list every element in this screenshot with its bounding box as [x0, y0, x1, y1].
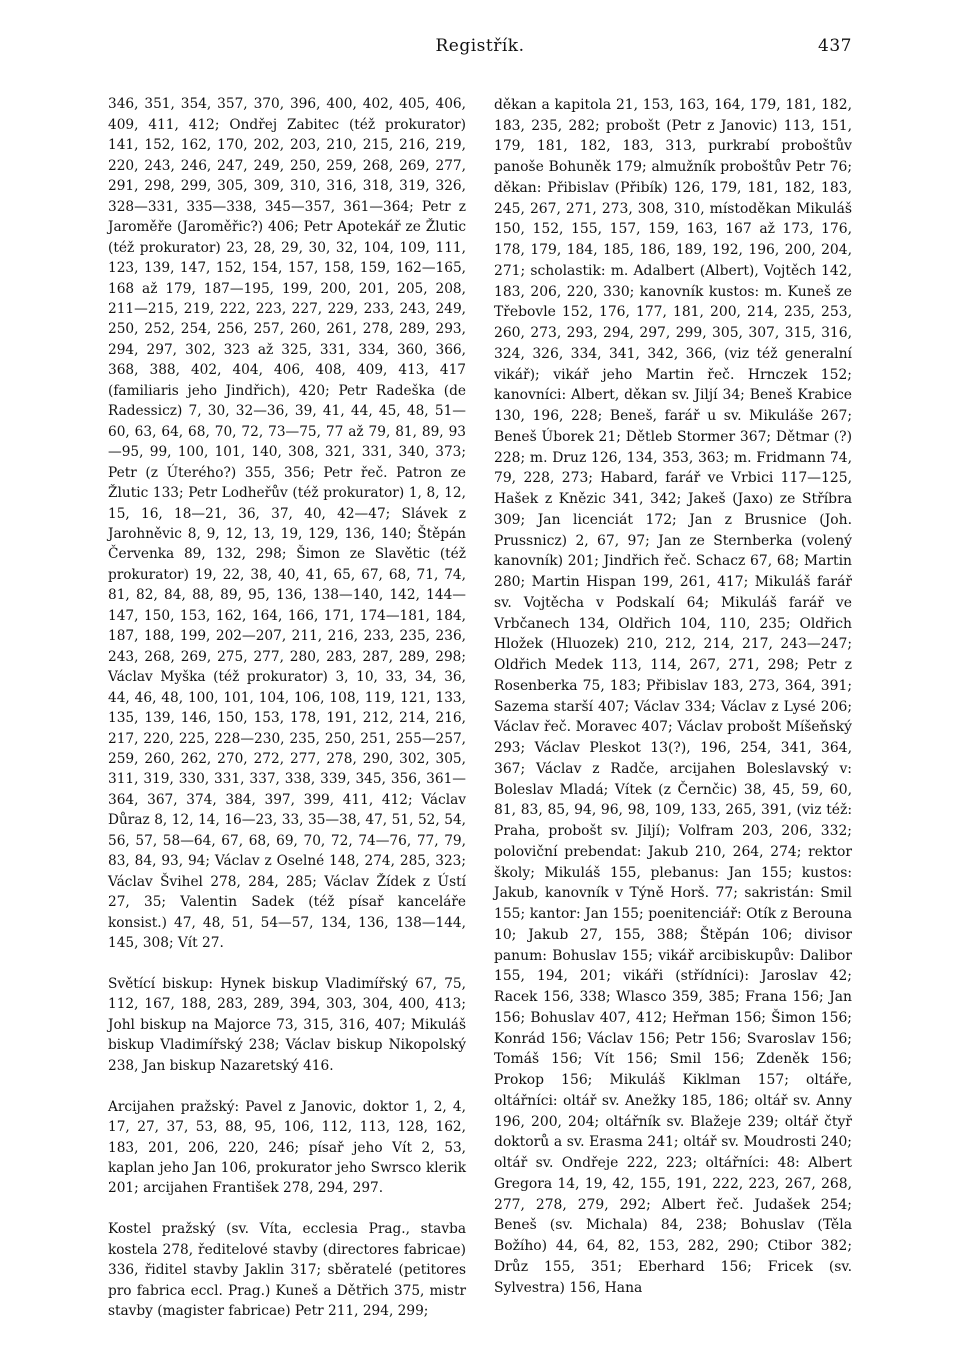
- index-paragraph: Světící biskup: Hynek biskup Vladimířský 67, 75, 112, 167, 188, 283, 289, 394, 303, 304, 400, 413; Johl biskup na Majorce 73, 315, 316, 407; Mikuláš biskup Vladimířský 238; Václav biskup Nikopolský 238, Jan biskup Nazaretský 416.: [108, 975, 466, 1074]
- index-paragraph: Arcijahen pražský: Pavel z Janovic, doktor 1, 2, 4, 17, 27, 37, 53, 88, 95, 106, 112, 113, 128, 162, 183, 201, 206, 220, 246; písař jeho Vít 2, 53, kaplan jeho Jan 106, prokurator jeho Swrsco klerik 201; arcijahen František 278, 294, 297.: [108, 1098, 466, 1197]
- index-paragraph: Kostel pražský (sv. Víta, ecclesia Prag., stavba kostela 278, ředitelové stavby (directores fabricae) 336, řiditel stavby Jaklin 317; sběratelé (petitores pro fabrica eccl. Prag.) Kuneš a Dětřich 375, mistr stavby (magister fabricae) Petr 211, 294, 299;: [108, 1221, 466, 1320]
- index-paragraph: 346, 351, 354, 357, 370, 396, 400, 402, 405, 406, 409, 411, 412; Ondřej Zabitec (též prokurator) 141, 152, 162, 170, 202, 203, 210, 215, 216, 219, 220, 243, 246, 247, 249, 250, 259, 268, 269, 277, 291, 298, 299, 305, 309, 310, 316, 318, 319, 326, 328—331, 335—338, 345—357, 361—364; Petr z Jaroměře (Jaroměřic?) 406; Petr Apotekář ze Žlutic (též prokurator) 23, 28, 29, 30, 32, 104, 109, 111, 123, 139, 147, 152, 154, 157, 158, 159, 162—165, 168 až 179, 187—195, 199, 200, 201, 205, 208, 211—215, 219, 222, 223, 227, 229, 233, 243, 249, 250, 252, 254, 256, 257, 260, 261, 278, 289, 293, 294, 297, 302, 323 až 325, 331, 334, 360, 366, 368, 388, 402, 404, 406, 408, 409, 413, 417 (familiaris jeho Jindřich), 420; Petr Radeška (de Radessicz) 7, 30, 32—36, 39, 41, 44, 45, 48, 51—60, 63, 64, 68, 70, 72, 73—75, 77 až 79, 81, 89, 93—95, 99, 100, 101, 140, 308, 321, 331, 340, 373; Petr (z Úterého?) 355, 356; Petr řeč. Patron ze Žlutic 133; Petr Lodheřův (též prokurator) 1, 8, 12, 15, 16, 18—21, 36, 37, 40, 42—47; Slávek z Jarohněvic 8, 9, 12, 13, 19, 129, 136, 140; Štěpán Červenka 89, 132, 298; Šimon ze Slavětic (též prokurator) 19, 22, 38, 40, 41, 65, 67, 68, 71, 74, 81, 82, 84, 88, 89, 95, 136, 138—140, 142, 144—147, 150, 153, 162, 164, 166, 171, 174—181, 184, 187, 188, 199, 202—207, 211, 216, 233, 235, 236, 243, 268, 269, 275, 277, 280, 283, 287, 289, 298; Václav Myška (též prokurator) 3, 10, 33, 34, 36, 44, 46, 48, 100, 101, 104, 106, 108, 119, 121, 133, 135, 139, 146, 150, 153, 178, 191, 212, 214, 216, 217, 220, 225, 228—230, 235, 250, 251, 255—257, 259, 260, 262, 270, 272, 277, 278, 290, 302, 305, 311, 319, 330, 331, 337, 338, 339, 345, 356, 361—364, 367, 374, 384, 397, 399, 411, 412; Václav Důraz 8, 12, 14, 16—23, 33, 35—38, 47, 51, 52, 54, 56, 57, 58—64, 67, 68, 69, 70, 72, 74—76, 77, 79, 83, 84, 93, 94; Václav z Oselné 148, 274, 285, 323; Václav Švihel 278, 284, 285; Václav Žídek z Ústí 27, 35; Valentin Sadek (též písař kanceláře konsist.) 47, 48, 51, 54—57, 134, 136, 138—144, 145, 308; Vít 27.: [108, 96, 466, 952]
- index-paragraph: děkan a kapitola 21, 153, 163, 164, 179, 181, 182, 183, 235, 282; probošt (Petr z Janovic) 113, 151, 179, 181, 182, 183, 313, purkrabí proboštův panoše Bohuněk 179; almužník proboštův Petr 76; děkan: Přibislav (Přibík) 126, 179, 181, 182, 183, 245, 267, 271, 273, 308, 310, místoděkan Mikuláš 150, 152, 155, 157, 159, 163, 167 až 173, 176, 178, 179, 184, 185, 186, 189, 192, 196, 200, 204, 271; scholastik: m. Adalbert (Albert), Vojtěch 142, 183, 206, 220, 330; kanovník kustos: m. Kuneš ze Třebovle 152, 176, 177, 181, 200, 214, 235, 253, 260, 273, 293, 294, 297, 299, 305, 307, 315, 316, 324, 326, 334, 341, 342, 366, (viz též generalní vikář); vikář jeho Martin řeč. Hrnczek 152; kanovníci: Albert, děkan sv. Jiljí 34; Beneš Krabice 130, 196, 228; Beneš, farář u sv. Mikuláše 267; Beneš Úborek 21; Dětleb Stormer 367; Dětmar (?) 228; m. Druz 126, 134, 353, 363; m. Fridmann 74, 79, 228, 273; Habard, farář ve Vrbici 117—125, Hašek z Knězic 341, 342; Jakeš (Jaxo) ze Stříbra 309; Jan licenciát 172; Jan z Brusnice (Joh. Prussnicz) 2, 67, 97; Jan ze Sternberka (volený kanovník) 201; Jindřich řeč. Schacz 67, 68; Martin 280; Martin Hispan 199, 261, 417; Mikuláš farář sv. Vojtěcha v Podskalí 64; Mikuláš farář ve Vrbčanech 134, Oldřich 104, 110, 235; Oldřich Hložek (Hluozek) 210, 212, 214, 217, 243—247; Oldřich Medek 113, 114, 267, 271, 298; Petr z Rosenberka 75, 183; Přibislav 183, 273, 364, 391; Sazema starší 407; Václav 334; Václav z Lysé 206; Václav řeč. Moravec 407; Václav probošt Míšeňský 293; Václav Pleskot 13(?), 196, 254, 341, 364, 367; Václav z Radče, arcijahen Boleslavský v: Boleslav Mladá; Vítek (z Černčic) 38, 45, 59, 60, 81, 83, 85, 94, 96, 98, 109, 133, 265, 391, (viz též: Praha, probošt sv. Jiljí); Volfram 203, 206, 332; poloviční prebendat: Jakub 210, 264, 274; rektor školy; Mikuláš 155, plebanus: Jan 155; kustos: Jakub, kanovník v Týně Horš. 77; sakristán: Smil 155; kantor: Jan 155; poenitenciář: Otík z Berouna 10; Jakub 27, 155, 388; Štěpán 106; divisor panum: Bohuslav 155; vikář arcibiskupův: Dalibor 155, 194, 201; vikáři (střídníci): Jaroslav 42; Racek 156, 338; Wlasco 359, 385; Frana 156; Jan 156; Bohuslav 407, 412; Heřman 156; Šimon 156; Konrád 156; Václav 156; Petr 156; Svaroslav 156; Tomáš 156; Vít 156; Smil 156; Zdeněk 156; Prokop 156; Mikuláš Kiklman 157; oltáře, oltářníci: oltář sv. Anežky 185, 186; oltář sv. Anny 196, 200, 204; oltářník sv. Blažeje 239; oltář čtyř doktorů a sv. Erasma 241; oltář sv. Moudrosti 240; oltář sv. Ondřeje 222, 223; oltářníci: 48: Albert Gregora 14, 19, 42, 155, 191, 222, 223, 267, 268, 277, 278, 279, 292; Albert řeč. Judašek 254; Beneš (sv. Michala) 84, 238; Bohuslav (Těla Božího) 44, 64, 82, 153, 282, 290; Ctibor 382; Drůz 155, 351; Eberhard 156; Fricek (sv. Sylvestra) 156, Hana: [494, 96, 852, 1296]
- page-number: 437: [818, 36, 852, 56]
- left-column: [108, 74, 466, 1342]
- page-header: [108, 36, 852, 62]
- running-title: Registřík.: [435, 36, 525, 56]
- right-column: [494, 74, 852, 1319]
